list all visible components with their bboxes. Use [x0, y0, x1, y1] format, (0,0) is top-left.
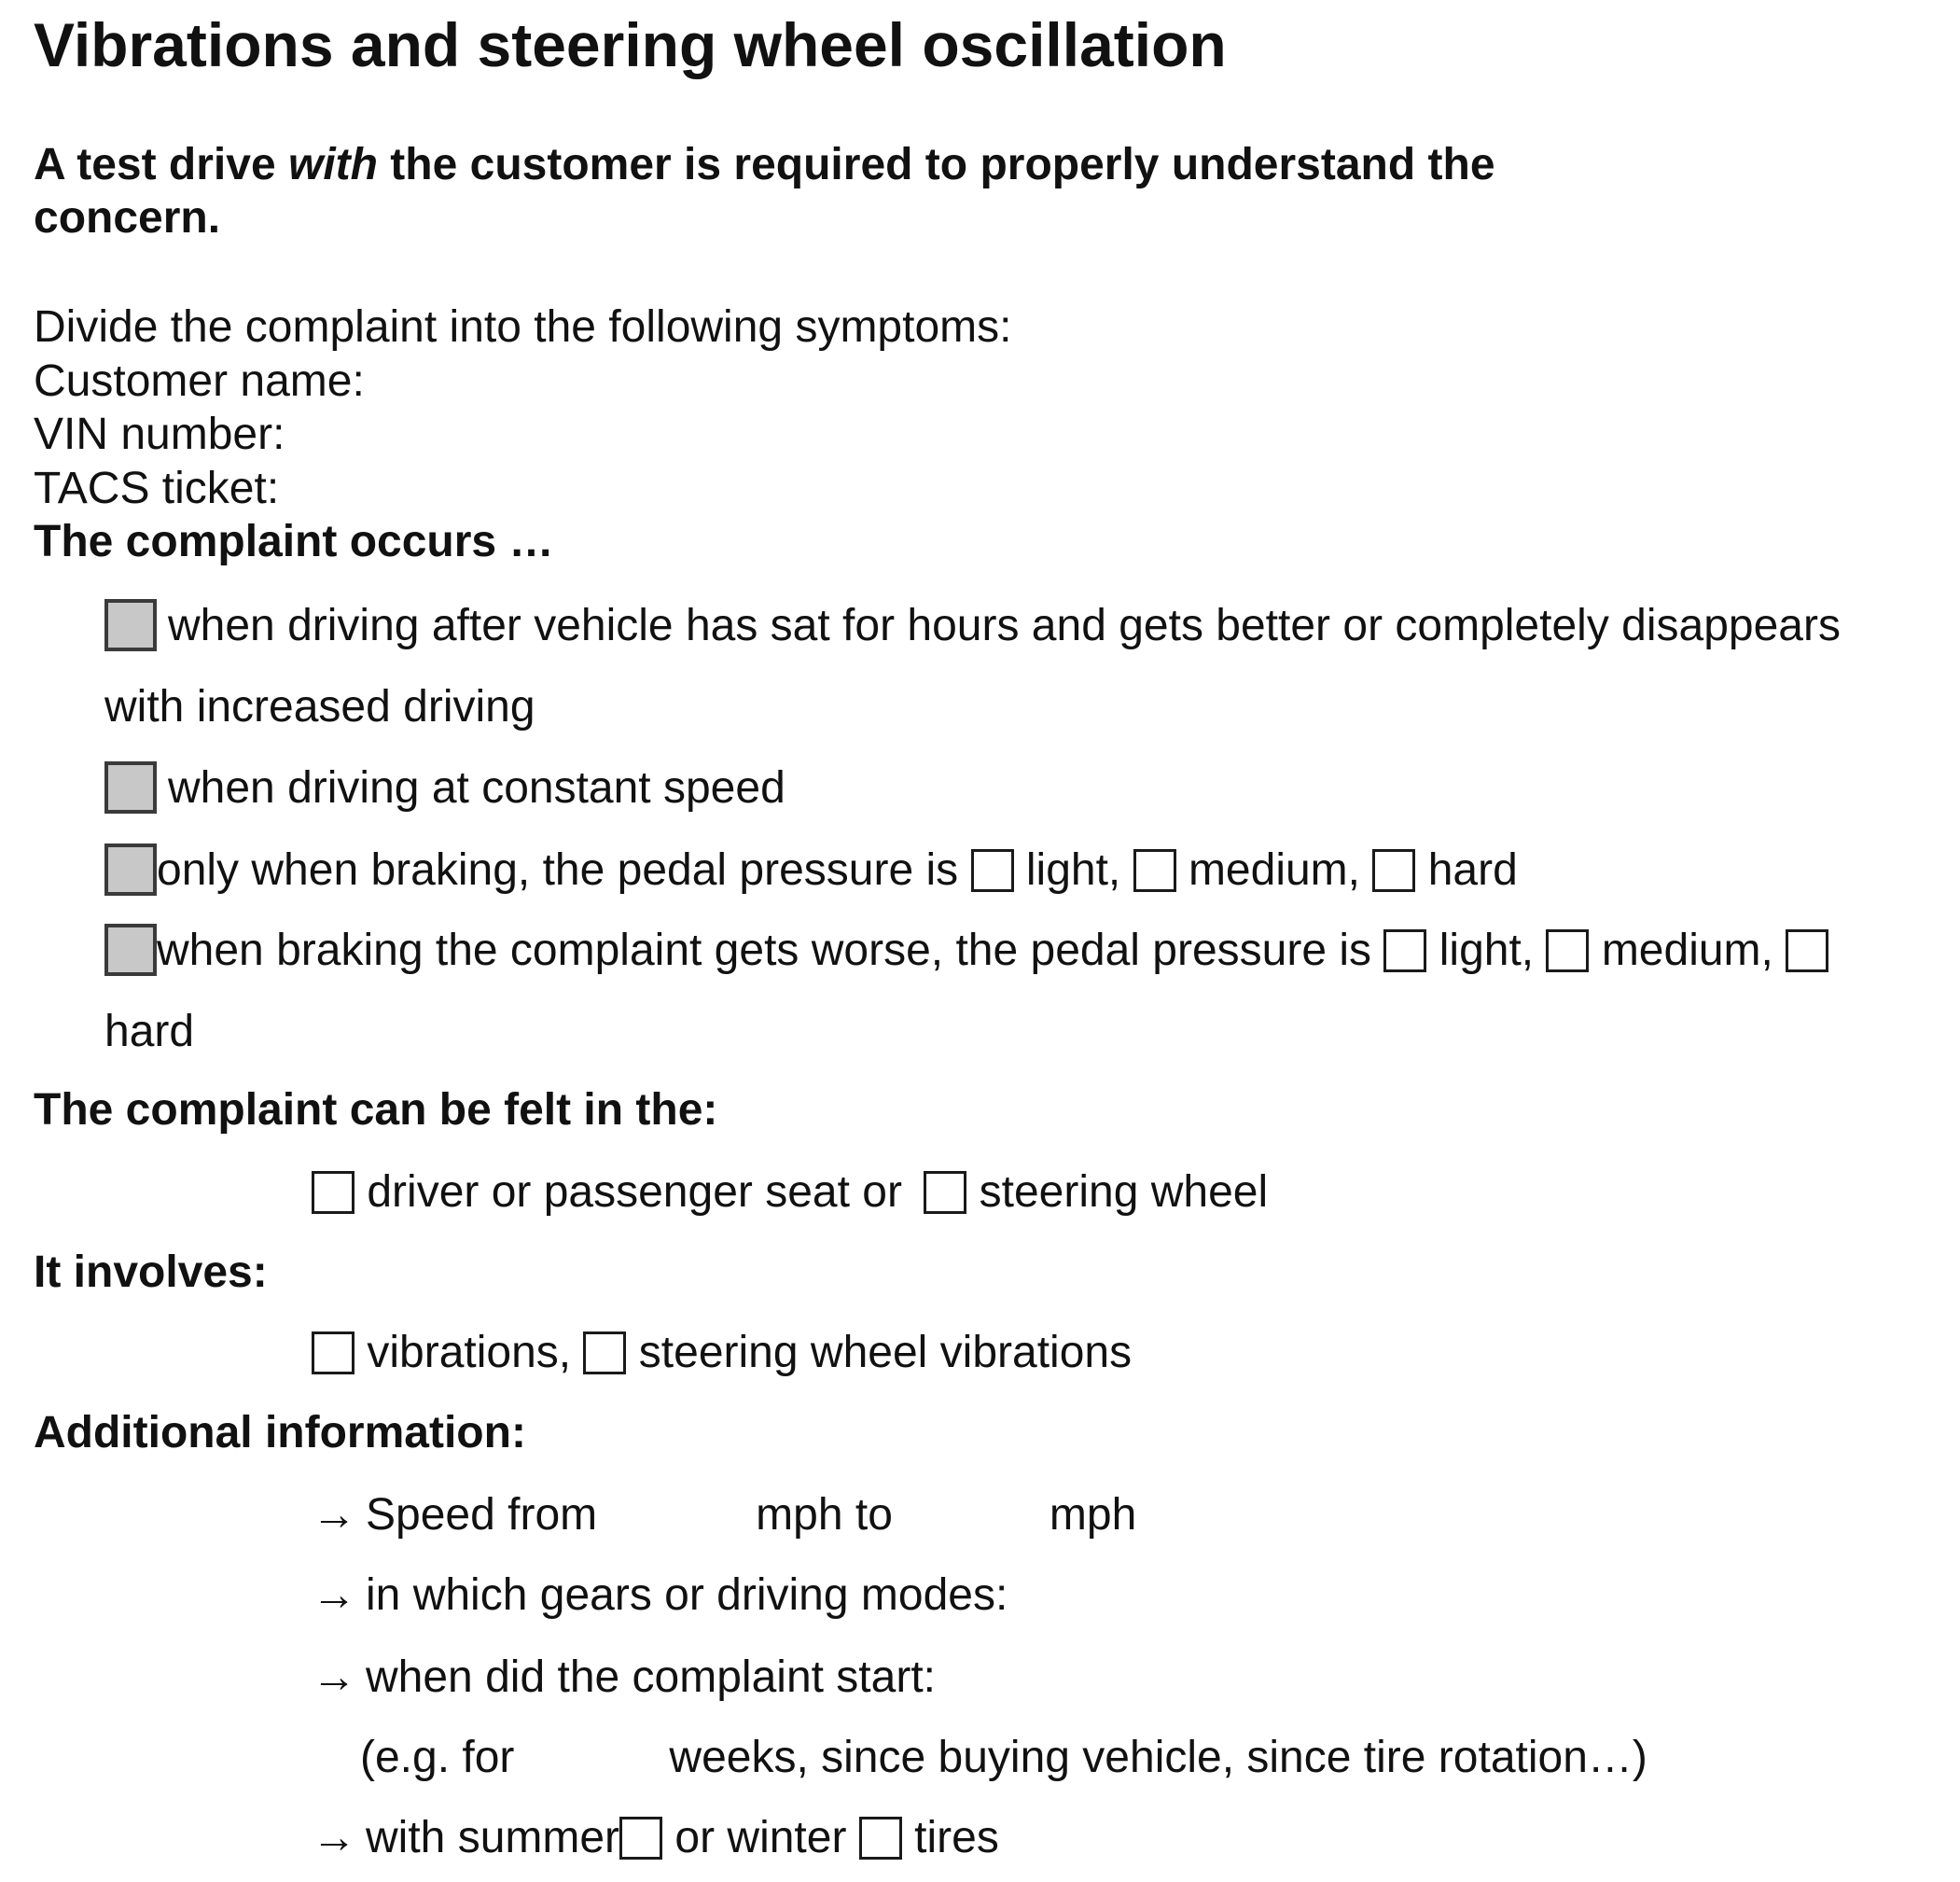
mph-to-label: mph to: [756, 1490, 893, 1540]
braking-medium-checkbox[interactable]: [1133, 849, 1176, 892]
occurs-option-after-sitting: [104, 599, 1841, 652]
gears-line: [312, 1569, 1008, 1622]
vibrations-label: vibrations,: [367, 1328, 572, 1377]
worse-light-checkbox[interactable]: [1383, 929, 1426, 972]
braking-light-label: light,: [1025, 845, 1121, 895]
worse-light-label: light,: [1439, 926, 1535, 975]
complaint-start-line: [312, 1652, 936, 1704]
intro-text: [34, 138, 1619, 244]
steering-vibrations-checkbox[interactable]: [583, 1331, 626, 1374]
arrow-icon: →: [312, 1652, 356, 1702]
intro-part2: the customer is required to properly understand the concern.: [34, 140, 1495, 243]
gears-label: in which gears or driving modes:: [366, 1570, 1008, 1620]
complaint-start-label: when did the complaint start:: [366, 1652, 936, 1702]
arrow-icon: →: [312, 1813, 356, 1862]
speed-range-line: [312, 1489, 1136, 1541]
vin-number-field[interactable]: VIN number:: [34, 410, 285, 459]
page-title: Vibrations and steering wheel oscillation: [34, 10, 1227, 79]
intro-italic: with: [287, 140, 378, 189]
felt-heading: The complaint can be felt in the:: [34, 1085, 718, 1135]
steering-wheel-label: steering wheel: [979, 1167, 1269, 1217]
with-summer-label: with summer: [366, 1813, 620, 1862]
occurs-only-braking-checkbox[interactable]: [104, 843, 157, 896]
occurs-option-1-text: when driving after vehicle has sat for hours and gets better or completely disappears: [168, 601, 1841, 650]
summer-tires-checkbox[interactable]: [619, 1817, 662, 1860]
vibrations-checkbox[interactable]: [312, 1331, 354, 1374]
braking-hard-label: hard: [1427, 845, 1518, 895]
eg-rest-label: weeks, since buying vehicle, since tire rotation…): [669, 1733, 1647, 1782]
speed-from-label: Speed from: [366, 1490, 598, 1540]
occurs-option-2-text: when driving at constant speed: [168, 763, 785, 813]
customer-name-field[interactable]: Customer name:: [34, 355, 365, 406]
occurs-heading: The complaint occurs …: [34, 517, 554, 566]
involves-heading: It involves:: [34, 1248, 268, 1297]
tires-label: tires: [914, 1813, 999, 1862]
tacs-ticket-field[interactable]: TACS ticket:: [34, 463, 280, 513]
additional-heading: Additional information:: [34, 1408, 526, 1457]
winter-tires-checkbox[interactable]: [859, 1817, 902, 1860]
worse-hard-label: hard: [104, 1007, 195, 1056]
occurs-option-1-continuation: with increased driving: [104, 682, 535, 732]
divide-instruction: Divide the complaint into the following symptoms:: [34, 302, 1012, 352]
occurs-option-only-braking: [104, 843, 1518, 897]
occurs-option-constant-speed: [104, 761, 785, 815]
info-fields: [34, 300, 1011, 569]
arrow-icon: →: [312, 1490, 356, 1540]
or-winter-label: or winter: [674, 1813, 847, 1862]
occurs-option-3-text: only when braking, the pedal pressure is: [157, 845, 959, 895]
mph-label: mph: [1049, 1490, 1137, 1540]
occurs-braking-worse-checkbox[interactable]: [104, 924, 157, 976]
seat-label: driver or passenger seat or: [367, 1167, 902, 1217]
occurs-after-sitting-checkbox[interactable]: [104, 599, 157, 651]
worse-hard-checkbox[interactable]: [1786, 929, 1828, 972]
worse-medium-label: medium,: [1601, 926, 1773, 975]
worse-medium-checkbox[interactable]: [1546, 929, 1589, 972]
involves-options: [312, 1327, 1132, 1379]
example-line: [360, 1732, 1647, 1784]
occurs-option-braking-worse: [104, 924, 1828, 977]
seat-checkbox[interactable]: [312, 1171, 354, 1214]
eg-for-label: (e.g. for: [360, 1733, 515, 1782]
intro-part1: A test drive: [34, 140, 288, 189]
occurs-option-4-text: when braking the complaint gets worse, the pedal pressure is: [157, 926, 1372, 975]
steering-vibrations-label: steering wheel vibrations: [638, 1328, 1133, 1377]
tires-line: [312, 1812, 999, 1864]
braking-hard-checkbox[interactable]: [1372, 849, 1415, 892]
braking-light-checkbox[interactable]: [971, 849, 1014, 892]
steering-wheel-checkbox[interactable]: [924, 1171, 966, 1214]
felt-options: [312, 1166, 1268, 1219]
occurs-constant-speed-checkbox[interactable]: [104, 761, 157, 814]
braking-medium-label: medium,: [1188, 845, 1360, 895]
arrow-icon: →: [312, 1570, 356, 1620]
